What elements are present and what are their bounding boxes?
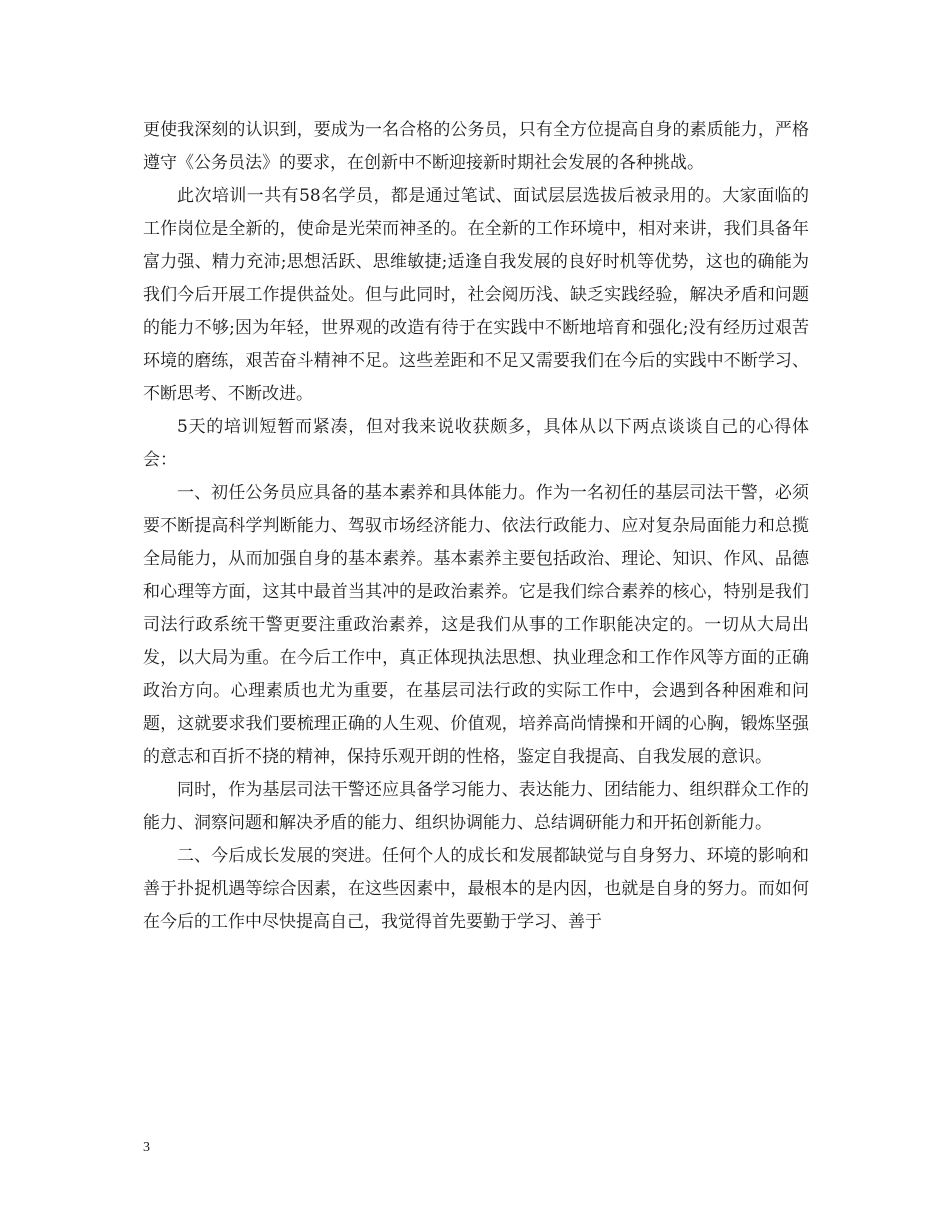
paragraph-trainees: 此次培训一共有58名学员，都是通过笔试、面试层层选拔后被录用的。大家面临的工作岗位是全新的，使命是光荣而神圣的。在全新的工作环境中，相对来讲，我们具备年富力强、精力充沛;思想活跃、思维敏捷;适逢自我发展的良好时机等优势，这也的确能为我们今后开展工作提供益处。但与此同时，社会阅历浅、缺乏实践经验，解决矛盾和问题的能力不够;因为年轻，世界观的改造有待于在实践中不断地培育和强化;没有经历过艰苦环境的磨练，艰苦奋斗精神不足。这些差距和不足又需要我们在今后的实践中不断学习、不断思考、不断改进。 <box>143 186 809 404</box>
paragraph-continuation: 更使我深刻的认识到，要成为一名合格的公务员，只有全方位提高自身的素质能力，严格遵守《公务员法》的要求，在创新中不断迎接新时期社会发展的各种挑战。 <box>143 120 809 173</box>
paragraph-training-summary: 5天的培训短暂而紧凑，但对我来说收获颇多，具体从以下两点谈谈自己的心得体会： <box>143 417 809 470</box>
page-number: 3 <box>143 1140 150 1155</box>
paragraph-abilities: 同时，作为基层司法干警还应具备学习能力、表达能力、团结能力、组织群众工作的能力、洞察问题和解决矛盾的能力、组织协调能力、总结调研能力和开拓创新能力。 <box>143 780 809 833</box>
paragraph-section-two: 二、今后成长发展的突进。任何个人的成长和发展都缺觉与自身努力、环境的影响和善于扑捉机遇等综合因素，在这些因素中，最根本的是内因，也就是自身的努力。而如何在今后的工作中尽快提高自己，我觉得首先要勤于学习、善于 <box>143 846 809 932</box>
document-body <box>143 114 809 939</box>
paragraph-section-one: 一、初任公务员应具备的基本素养和具体能力。作为一名初任的基层司法干警，必须要不断提高科学判断能力、驾驭市场经济能力、依法行政能力、应对复杂局面能力和总揽全局能力，从而加强自身的基本素养。基本素养主要包括政治、理论、知识、作风、品德和心理等方面，这其中最首当其冲的是政治素养。它是我们综合素养的核心，特别是我们司法行政系统干警更要注重政治素养，这是我们从事的工作职能决定的。一切从大局出发，以大局为重。在今后工作中，真正体现执法思想、执业理念和工作作风等方面的正确政治方向。心理素质也尤为重要，在基层司法行政的实际工作中，会遇到各种困难和问题，这就要求我们要梳理正确的人生观、价值观，培养高尚情操和开阔的心胸，锻炼坚强的意志和百折不挠的精神，保持乐观开朗的性格，鉴定自我提高、自我发展的意识。 <box>143 483 809 767</box>
